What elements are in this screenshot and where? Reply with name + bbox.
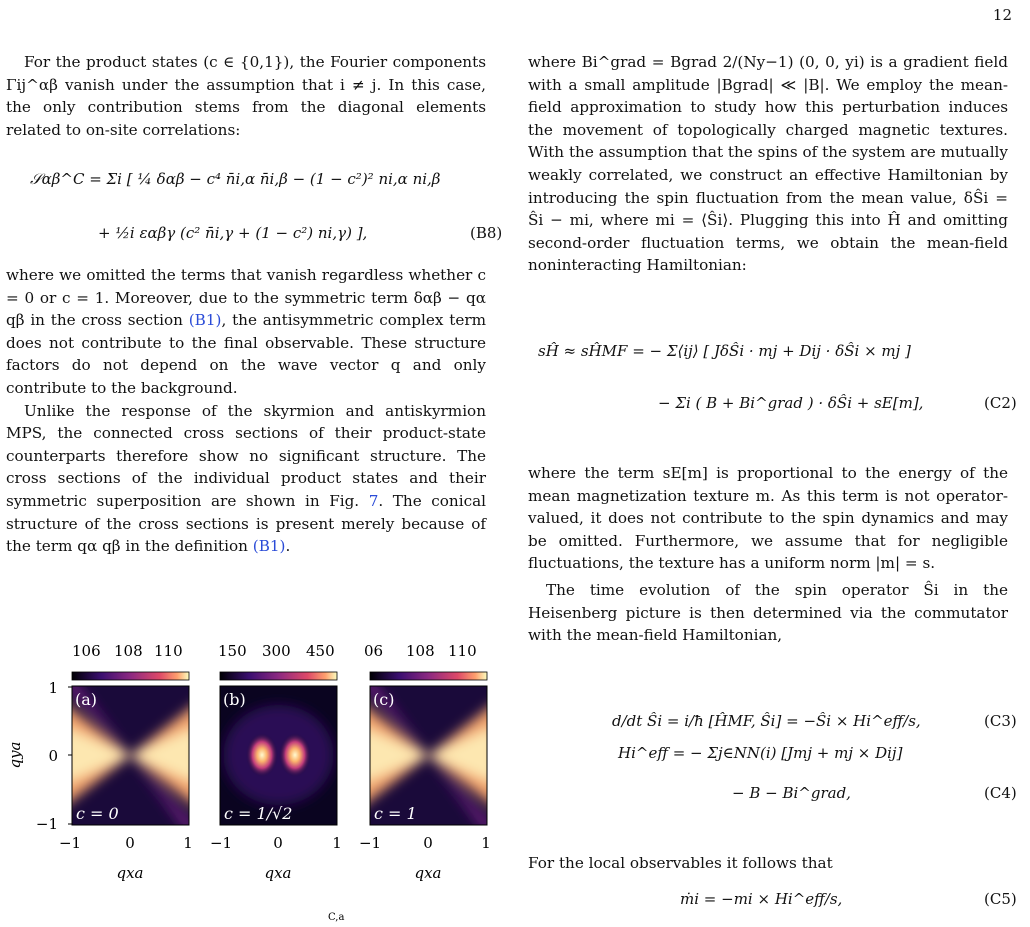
colorbar-a-tick-1: 106: [72, 642, 101, 660]
paragraph-3-text-a: Unlike the response of the skyrmion and antiskyrmion MPS, the connected cross sections of their product-state counterparts therefore show no significant structure. The cross sections of the individual product states and their symmetric superposition are shown in Fig.: [6, 401, 486, 510]
equation-c4-number: (C4): [984, 784, 1017, 802]
equation-b8-number: (B8): [470, 224, 503, 242]
panel-c-label: (c): [373, 690, 395, 709]
x-tick-b-0: 0: [273, 834, 283, 852]
panel-c-state: c = 1: [374, 804, 417, 823]
left-column-lower: [6, 264, 486, 558]
colorbar-a-tick-2: 108: [114, 642, 143, 660]
right-paragraph-4: For the local observables it follows that: [528, 854, 833, 872]
colorbar-b-tick-3: 450: [306, 642, 335, 660]
ref-fig7-link[interactable]: 7: [368, 491, 379, 510]
equation-c2-line-1: sĤ ≈ sĤMF = − Σ⟨ij⟩ [ JδŜi · mj + Dij · δŜi × mj ]: [538, 342, 911, 360]
paragraph-3-text-b: . The conical structure of the cross sections is present merely because of the term qα qβ in the definition: [6, 491, 486, 556]
x-tick-a-0: 0: [125, 834, 135, 852]
colorbar-b: [220, 672, 337, 680]
x-tick-c-0: 0: [423, 834, 433, 852]
x-axis-label-a: qxa: [116, 864, 144, 882]
right-paragraph-3: The time evolution of the spin operator Ŝi in the Heisenberg picture is then determined via the commutator with the mean-field Hamiltonian,: [528, 580, 1008, 645]
colorbar-a: [72, 672, 189, 680]
right-paragraph-1: where Bi^grad = Bgrad 2/(Ny−1) (0, 0, yi) is a gradient field with a small amplitude |Bgrad| ≪ |B|. We employ the mean-field approximation to study how this perturbation induces the movement of topologically charged magnetic textures. With the assumption that the spins of the system are mutually weakly correlated, we construct an effective Hamiltonian by introducing the spin fluctuation from the mean value, δŜi = Ŝi − mi, where mi = ⟨Ŝi⟩. Plugging this into Ĥ and omitting second-order fluctuation terms, we obtain the mean-field noninteracting Hamiltonian:: [528, 53, 1008, 275]
x-tick-a-neg1: −1: [58, 834, 82, 852]
equation-c5-body: ṁi = −mi × Hi^eff/s,: [680, 890, 843, 908]
panel-b-state: c = 1/√2: [224, 804, 293, 823]
page-number: 12: [992, 6, 1012, 24]
equation-b8: [30, 152, 503, 262]
y-tick-0: 0: [48, 747, 58, 765]
colorbar-c-tick-2: 108: [406, 642, 435, 660]
right-column: [528, 51, 1008, 277]
colorbar-c-tick-1: 06: [364, 642, 384, 660]
ref-b1-link[interactable]: (B1): [188, 311, 222, 330]
colorbar-b-tick-1: 150: [218, 642, 247, 660]
equation-c2-line-2: − Σi ( B + Bi^grad ) · δŜi + sE[m],: [658, 394, 924, 412]
left-paragraph-3: [6, 400, 486, 558]
x-tick-a-1: 1: [183, 834, 193, 852]
right-paragraph-2: where the term sE[m] is proportional to the energy of the mean magnetization texture m. As this term is not operator-valued, it does not contribute to the spin dynamics and may be omitted. Furthermore, we assume that for negligible fluctuations, the texture has a uniform norm |m| = s.: [528, 464, 1008, 573]
colorbar-b-tick-2: 300: [262, 642, 291, 660]
colorbar-a-tick-3: 110: [154, 642, 183, 660]
right-column-lower: [528, 852, 1008, 875]
x-tick-b-neg1: −1: [209, 834, 233, 852]
equation-c4-line-1: Hi^eff = − Σj∈NN(i) [Jmj + mj × Dij]: [618, 744, 903, 762]
right-column-middle: [528, 462, 1008, 647]
equation-c5: [680, 890, 1022, 918]
left-column: [6, 51, 486, 141]
paragraph-2-text-b: , the antisymmetric complex term does not contribute to the final observable. These structure factors do not depend on the wave vector q and only contribute to the background.: [6, 311, 487, 397]
y-tick-1: 1: [48, 679, 58, 697]
equation-b8-line-1: 𝒮αβ^C = Σi [ ¼ δαβ − c⁴ n̄i,α n̄i,β − (1 − c²)² ni,α ni,β: [30, 170, 441, 188]
ref-b1-link-2[interactable]: (B1): [252, 537, 286, 556]
equation-c3-c4: [612, 706, 1022, 816]
x-axis-label-c: qxa: [414, 864, 442, 882]
left-paragraph-1: For the product states (c ∈ {0,1}), the Fourier components Γij^αβ vanish under the assumption that i ≠ j. In this case, the only contribution stems from the diagonal elements related to on-site correlations:: [6, 53, 486, 139]
paragraph-3-text-c: .: [285, 537, 291, 556]
colorbar-c-tick-3: 110: [448, 642, 477, 660]
colorbar-c: [370, 672, 487, 680]
panel-b-label: (b): [223, 690, 246, 709]
equation-c4-line-2: − B − Bi^grad,: [732, 784, 851, 802]
equation-c2: [538, 326, 1022, 446]
x-tick-c-1: 1: [481, 834, 491, 852]
equation-c5-number: (C5): [984, 890, 1017, 908]
figure-7: [0, 630, 510, 927]
panel-a-state: c = 0: [76, 804, 119, 823]
y-axis-label: qya: [6, 741, 24, 769]
equation-b8-line-2: + ½i εαβγ (c² n̄i,γ + (1 − c²) ni,γ) ],: [98, 224, 368, 242]
y-tick-neg1: −1: [35, 815, 58, 833]
panel-a-label: (a): [75, 690, 98, 709]
x-tick-c-neg1: −1: [358, 834, 382, 852]
equation-c2-number: (C2): [984, 394, 1017, 412]
x-tick-b-1: 1: [332, 834, 342, 852]
equation-c3: d/dt Ŝi = i/ħ [ĤMF, Ŝi] = −Ŝi × Hi^eff/s,: [612, 712, 921, 730]
paragraph-2-text-a: where we omitted the terms that vanish regardless whether c = 0 or c = 1. Moreover, due to the symmetric term δαβ − qα qβ in the cross section: [6, 266, 486, 330]
left-paragraph-2: [6, 264, 486, 400]
caption-fragment: C,a: [328, 912, 345, 923]
x-axis-label-b: qxa: [264, 864, 292, 882]
equation-c3-number: (C3): [984, 712, 1017, 730]
